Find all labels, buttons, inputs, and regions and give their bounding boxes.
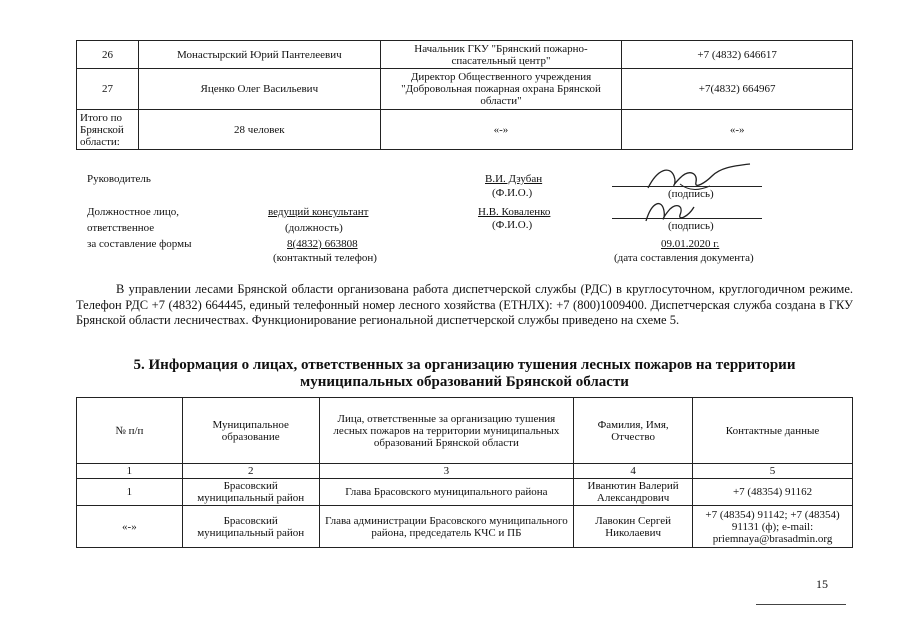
header-contacts: Контактные данные [693, 398, 853, 464]
header-row [77, 398, 853, 464]
total-count: 28 человек [138, 110, 380, 150]
role: Глава Брасовского муниципального района [319, 479, 574, 506]
total-phone: «-» [622, 110, 853, 150]
person-phone: +7 (4832) 646617 [622, 41, 853, 69]
date-caption: (дата составления документа) [614, 252, 754, 264]
official-label-1: Должностное лицо, [87, 206, 179, 218]
header-role: Лица, ответственные за организацию тушения лесных пожаров на территории муниципальных образований Брянской области [319, 398, 574, 464]
index-cell: 1 [77, 464, 183, 479]
head-label: Руководитель [87, 173, 151, 185]
role: Глава администрации Брасовского муниципального района, председатель КЧС и ПБ [319, 506, 574, 548]
responsible-table [76, 397, 853, 548]
document-date: 09.01.2020 г. [661, 238, 720, 250]
header-num: № п/п [77, 398, 183, 464]
contacts: +7 (48354) 91162 [693, 479, 853, 506]
fio: Иванютин Валерий Александрович [574, 479, 693, 506]
person-name: Яценко Олег Васильевич [138, 69, 380, 110]
row-number: 27 [77, 69, 139, 110]
phone-caption: (контактный телефон) [273, 252, 377, 264]
head-fio-caption: (Ф.И.О.) [492, 187, 533, 199]
total-label: Итого по Брянской области: [77, 110, 139, 150]
official-fio-caption: (Ф.И.О.) [492, 219, 533, 231]
table-row [77, 506, 853, 548]
index-cell: 3 [319, 464, 574, 479]
municipality: Брасовский муниципальный район [182, 479, 319, 506]
footer-line [756, 604, 846, 605]
total-position: «-» [380, 110, 622, 150]
row-number: «-» [77, 506, 183, 548]
contacts-table [76, 40, 853, 150]
row-number: 26 [77, 41, 139, 69]
official-name: Н.В. Коваленко [478, 206, 551, 218]
head-name: В.И. Дзубан [485, 173, 543, 185]
person-phone: +7(4832) 664967 [622, 69, 853, 110]
official-phone: 8(4832) 663808 [287, 238, 358, 250]
index-cell: 4 [574, 464, 693, 479]
municipality: Брасовский муниципальный район [182, 506, 319, 548]
index-cell: 2 [182, 464, 319, 479]
official-position: ведущий консультант [268, 206, 369, 218]
header-fio: Фамилия, Имя, Отчество [574, 398, 693, 464]
index-row [77, 464, 853, 479]
total-row [77, 110, 853, 150]
person-position: Начальник ГКУ "Брянский пожарно-спасательный центр" [380, 41, 622, 69]
index-cell: 5 [693, 464, 853, 479]
table-row [77, 41, 853, 69]
person-position: Директор Общественного учреждения "Добровольная пожарная охрана Брянской области" [380, 69, 622, 110]
person-name: Монастырский Юрий Пантелеевич [138, 41, 380, 69]
official-signature [640, 195, 700, 227]
official-label-2: ответственное [87, 222, 155, 234]
official-label-3: за составление формы [87, 238, 192, 250]
rds-paragraph: В управлении лесами Брянской области организована работа диспетчерской службы (РДС) в круглосуточном, круглогодичном режиме. Телефон РДС +7 (4832) 664445, единый телефонный номер лесного хозяйства (ЕТНЛХ): +7 (800)1009400. Диспетчерская служба создана в ГКУ Брянской области лесничествах. Функционирование региональной диспетчерской службы приведено на схеме 5. [76, 282, 853, 327]
fio: Лавокин Сергей Николаевич [574, 506, 693, 548]
table-row [77, 69, 853, 110]
head-signature-caption: (подпись) [668, 188, 714, 200]
table-row [77, 479, 853, 506]
section-title: 5. Информация о лицах, ответственных за организацию тушения лесных пожаров на территории муниципальных образований Брянской области [133, 357, 796, 390]
position-caption: (должность) [285, 222, 343, 234]
contacts: +7 (48354) 91142; +7 (48354) 91131 (ф); e-mail: priemnaya@brasadmin.org [693, 506, 853, 548]
head-signature [640, 158, 760, 198]
page-number: 15 [816, 577, 828, 591]
official-signature-caption: (подпись) [668, 220, 714, 232]
header-municipality: Муниципальное образование [182, 398, 319, 464]
row-number: 1 [77, 479, 183, 506]
